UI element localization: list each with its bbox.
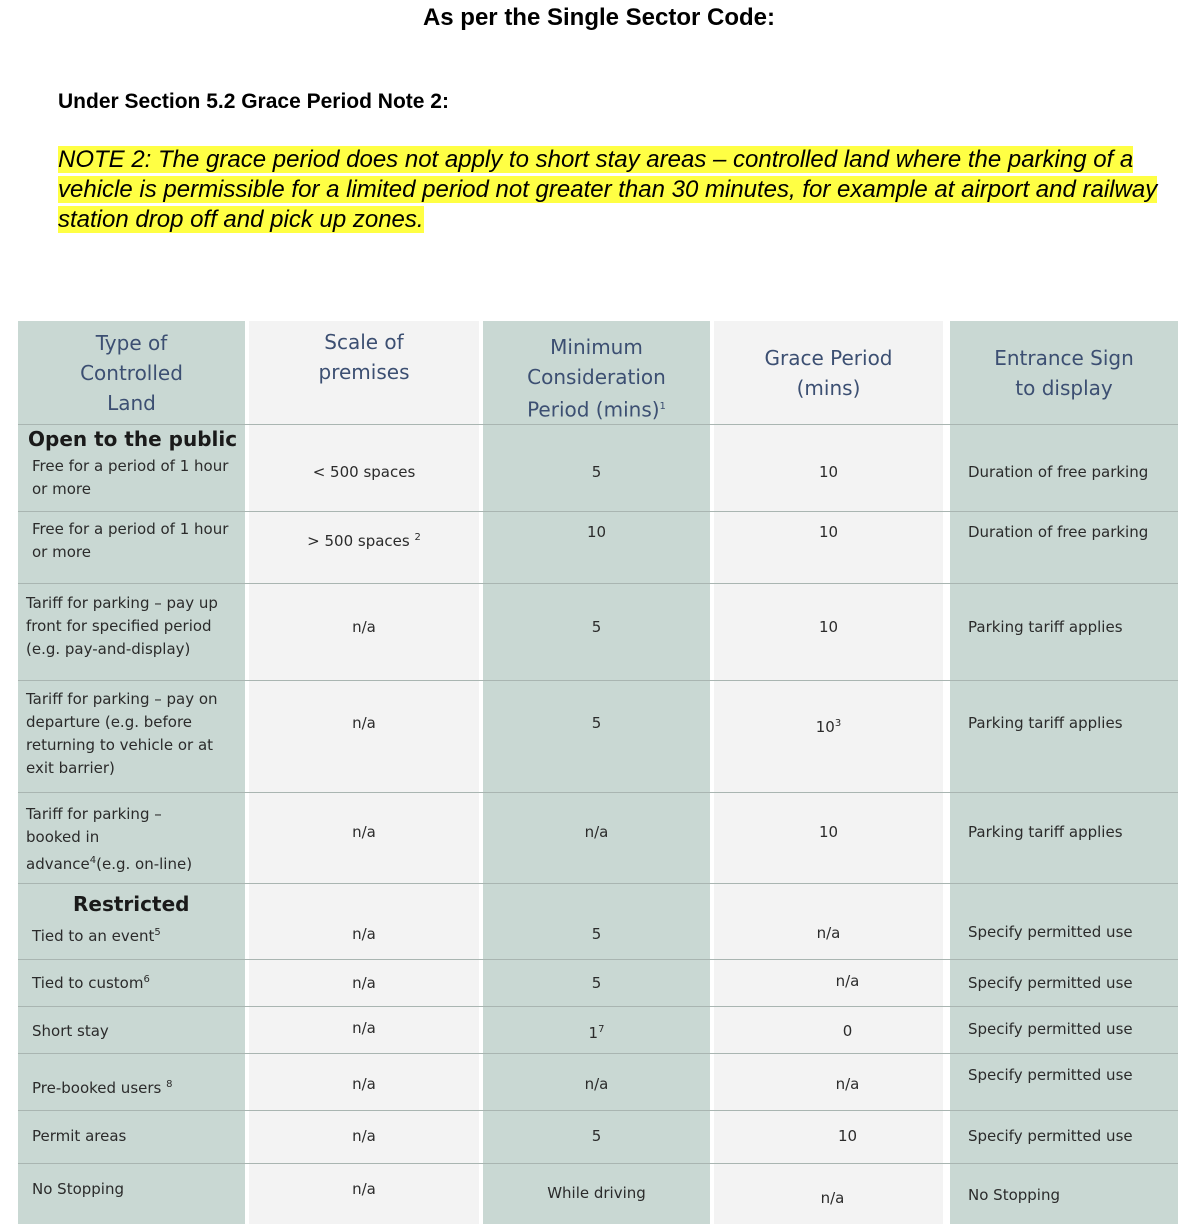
- divider: [18, 1110, 1178, 1111]
- row-sign: Specify permitted use: [968, 1127, 1133, 1145]
- divider: [18, 583, 1178, 584]
- row-grace-sup: 3: [834, 718, 842, 729]
- row-label-sup: 5: [154, 927, 161, 938]
- header-min: [483, 321, 710, 425]
- row-scale-sup: 2: [414, 532, 421, 543]
- row-label: Short stay: [32, 1022, 109, 1040]
- header-scale: [249, 321, 479, 425]
- row-grace: 10: [818, 823, 839, 841]
- row-sign: Specify permitted use: [968, 974, 1133, 992]
- row-scale-text: > 500 spaces: [307, 532, 410, 550]
- header-sign: [950, 321, 1178, 425]
- divider: [18, 424, 1178, 425]
- row-scale: n/a: [352, 1019, 376, 1037]
- row-sign: Specify permitted use: [968, 1020, 1133, 1038]
- row-min: While driving: [547, 1184, 646, 1202]
- row-grace: 0: [842, 1022, 853, 1040]
- row-label: Tariff for parking – pay up front for specified period (e.g. pay-and-display): [26, 594, 218, 658]
- divider: [18, 883, 1178, 884]
- header-min-wrap: [517, 332, 677, 425]
- row-sign: Specify permitted use: [968, 1066, 1133, 1084]
- row-sign: Duration of free parking: [968, 523, 1149, 541]
- header-scale-text: Scale of premises: [318, 330, 410, 384]
- row-sign: Duration of free parking: [968, 463, 1149, 481]
- row-sign: Parking tariff applies: [968, 618, 1123, 636]
- row-sign: Specify permitted use: [968, 923, 1133, 941]
- grace-period-table: [18, 321, 1178, 1224]
- row-grace: [714, 712, 943, 739]
- header-grace-text: Grace Period (mins): [764, 346, 893, 400]
- row-sign: Parking tariff applies: [968, 714, 1123, 732]
- row-grace: n/a: [835, 1075, 860, 1093]
- row-min: 5: [591, 618, 602, 636]
- row-scale: < 500 spaces: [312, 463, 416, 481]
- row-scale: n/a: [352, 1127, 376, 1145]
- header-type: [18, 321, 245, 425]
- row-sign: No Stopping: [968, 1186, 1060, 1204]
- row-scale: n/a: [352, 974, 376, 992]
- divider: [18, 511, 1178, 512]
- row-label-text: Tied to custom: [32, 974, 144, 992]
- divider: [18, 1006, 1178, 1007]
- note-text: [58, 145, 1178, 235]
- row-label: Permit areas: [32, 1127, 127, 1145]
- highlighted-note: NOTE 2: The grace period does not apply to short stay areas – controlled land where the parking of a vehicle is permissible for a limited period not greater than 30 minutes, for example at airport and railway station drop off and pick up zones.: [58, 146, 1158, 233]
- row-grace: n/a: [816, 924, 841, 942]
- row-scale: n/a: [352, 823, 376, 841]
- row-label-text: Tied to an event: [32, 927, 155, 945]
- row-min: n/a: [584, 823, 609, 841]
- row-scale: n/a: [352, 925, 376, 943]
- row-label: Free for a period of 1 hour or more: [32, 520, 229, 561]
- column-bg-sign: [950, 321, 1178, 1224]
- row-min: 5: [591, 925, 602, 943]
- divider: [18, 1053, 1178, 1054]
- header-min-sup: 1: [659, 400, 666, 412]
- row-scale: n/a: [352, 618, 376, 636]
- header-min-text: Minimum Consideration Period (mins): [527, 334, 666, 422]
- row-scale: [249, 526, 479, 553]
- divider: [18, 1163, 1178, 1164]
- row-label: [32, 921, 237, 948]
- row-min-sup: 7: [598, 1024, 605, 1035]
- row-grace: 10: [818, 618, 839, 636]
- row-label: [32, 1073, 237, 1100]
- divider: [18, 959, 1178, 960]
- row-grace: 10: [818, 463, 839, 481]
- row-label: [32, 968, 237, 995]
- page-title: As per the Single Sector Code:: [422, 4, 776, 31]
- header-type-text: Type of Controlled Land: [80, 331, 183, 415]
- row-min: 5: [591, 974, 602, 992]
- group-open-title: Open to the public: [28, 427, 238, 451]
- row-label-sup: 6: [143, 974, 150, 985]
- row-label-text: Tariff for parking – booked in advance: [26, 805, 162, 873]
- row-min: 5: [591, 463, 602, 481]
- row-grace-text: 10: [815, 718, 835, 736]
- section-heading: Under Section 5.2 Grace Period Note 2:: [58, 90, 449, 113]
- row-min: 10: [586, 523, 607, 541]
- row-scale: n/a: [352, 1075, 376, 1093]
- row-min-text: 1: [588, 1024, 599, 1042]
- row-label-tail: (e.g. on-line): [96, 855, 193, 873]
- row-scale: n/a: [352, 1180, 376, 1198]
- row-label: [32, 455, 237, 501]
- divider: [18, 680, 1178, 681]
- row-label-sup: 8: [166, 1079, 173, 1090]
- group-restricted-title: Restricted: [73, 892, 190, 916]
- header-grace: [714, 321, 943, 425]
- row-min: 5: [591, 714, 602, 732]
- row-label-text: Pre-booked users: [32, 1079, 162, 1097]
- row-label-text: Free for a period of 1 hour or more: [32, 457, 229, 498]
- row-min: n/a: [584, 1075, 609, 1093]
- row-min: 5: [591, 1127, 602, 1145]
- row-min: [483, 1018, 710, 1045]
- row-grace: 10: [818, 523, 839, 541]
- row-grace: n/a: [835, 972, 860, 990]
- row-sign: Parking tariff applies: [968, 823, 1123, 841]
- row-label: [26, 803, 206, 876]
- row-label: Tariff for parking – pay on departure (e.g. before returning to vehicle or at exit barrier): [26, 690, 218, 777]
- row-label: No Stopping: [32, 1180, 124, 1198]
- divider: [18, 792, 1178, 793]
- header-sign-text: Entrance Sign to display: [994, 346, 1134, 400]
- row-label-sup: 4: [89, 855, 97, 866]
- row-scale: n/a: [352, 714, 376, 732]
- row-grace: 10: [837, 1127, 858, 1145]
- row-grace: n/a: [820, 1189, 845, 1207]
